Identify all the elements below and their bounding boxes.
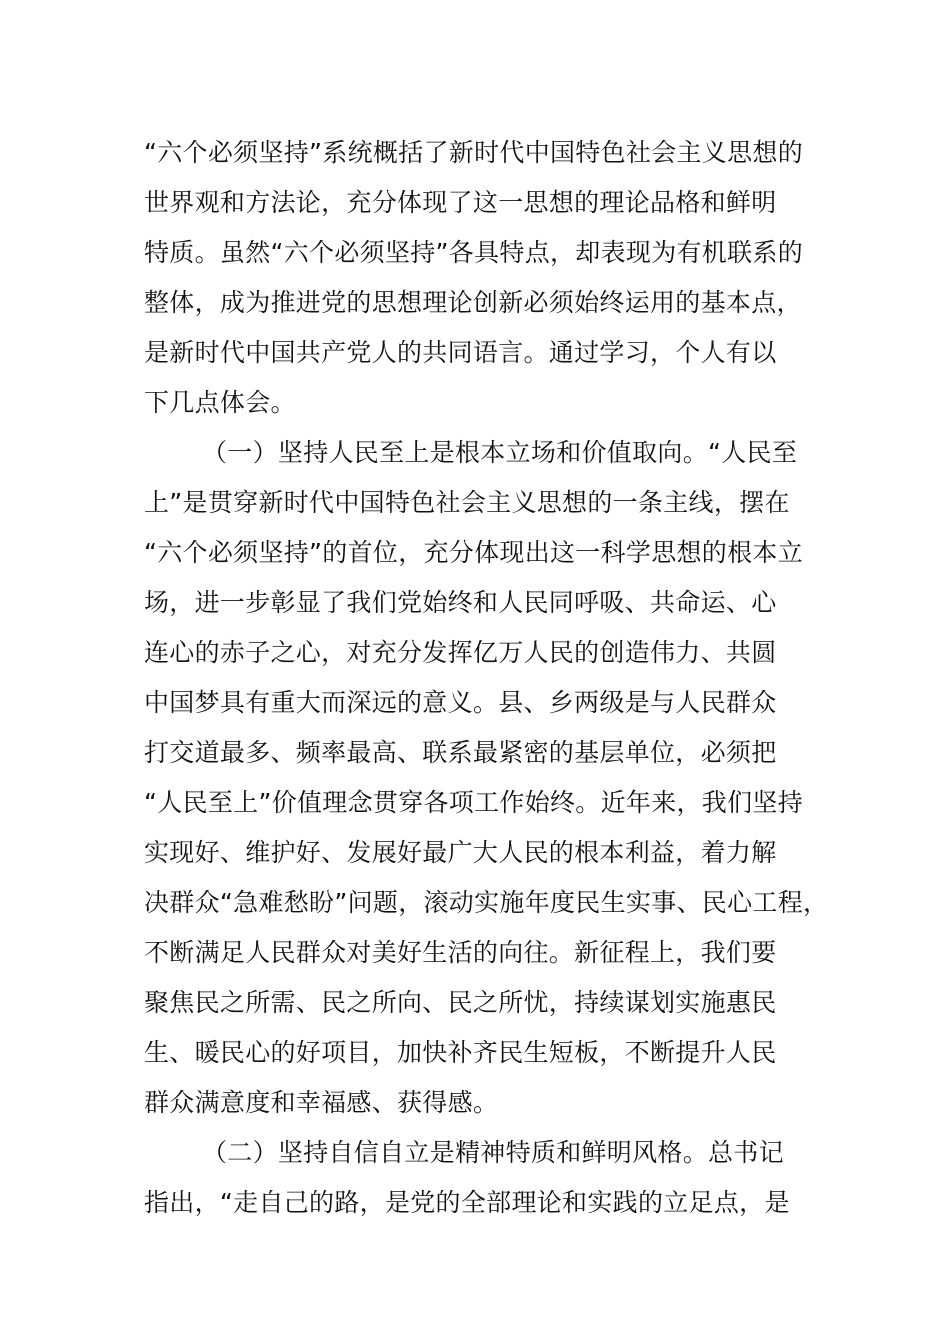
text-line: 不断满足人民群众对美好生活的向往。新征程上，我们要: [144, 938, 777, 967]
text-line: 特质。虽然“六个必须坚持”各具特点，却表现为有机联系的: [144, 238, 804, 267]
text-line: 下几点体会。: [144, 388, 296, 417]
text-line: 指出，“走自己的路，是党的全部理论和实践的立足点，是: [144, 1188, 790, 1217]
text-line: （二）坚持自信自立是精神特质和鲜明风格。总书记: [202, 1138, 784, 1167]
body-text: [144, 128, 844, 1228]
text-line: 聚焦民之所需、民之所向、民之所忧，持续谋划实施惠民: [144, 988, 777, 1017]
text-line: 整体，成为推进党的思想理论创新必须始终运用的基本点，: [144, 288, 802, 317]
text-line: 实现好、维护好、发展好最广大人民的根本利益，着力解: [144, 838, 777, 867]
text-line: 打交道最多、频率最高、联系最紧密的基层单位，必须把: [144, 738, 777, 767]
text-line: 生、暖民心的好项目，加快补齐民生短板，不断提升人民: [144, 1038, 777, 1067]
text-line: 上”是贯穿新时代中国特色社会主义思想的一条主线，摆在: [144, 488, 790, 517]
text-line: 中国梦具有重大而深远的意义。县、乡两级是与人民群众: [144, 688, 777, 717]
text-line: 是新时代中国共产党人的共同语言。通过学习，个人有以: [144, 338, 777, 367]
text-line: 群众满意度和幸福感、获得感。: [144, 1088, 499, 1117]
text-line: 世界观和方法论，充分体现了这一思想的理论品格和鲜明: [144, 188, 777, 217]
text-line: （一）坚持人民至上是根本立场和价值取向。“人民至: [202, 438, 798, 467]
text-line: “人民至上”价值理念贯穿各项工作始终。近年来，我们坚持: [144, 788, 804, 817]
text-line: 场，进一步彰显了我们党始终和人民同呼吸、共命运、心: [144, 588, 777, 617]
text-line: 决群众“急难愁盼”问题，滚动实施年度民生实事、民心工程，: [144, 888, 829, 917]
text-line: 连心的赤子之心，对充分发挥亿万人民的创造伟力、共圆: [144, 638, 777, 667]
text-line: “六个必须坚持”系统概括了新时代中国特色社会主义思想的: [144, 138, 804, 167]
text-line: “六个必须坚持”的首位，充分体现出这一科学思想的根本立: [144, 538, 804, 567]
